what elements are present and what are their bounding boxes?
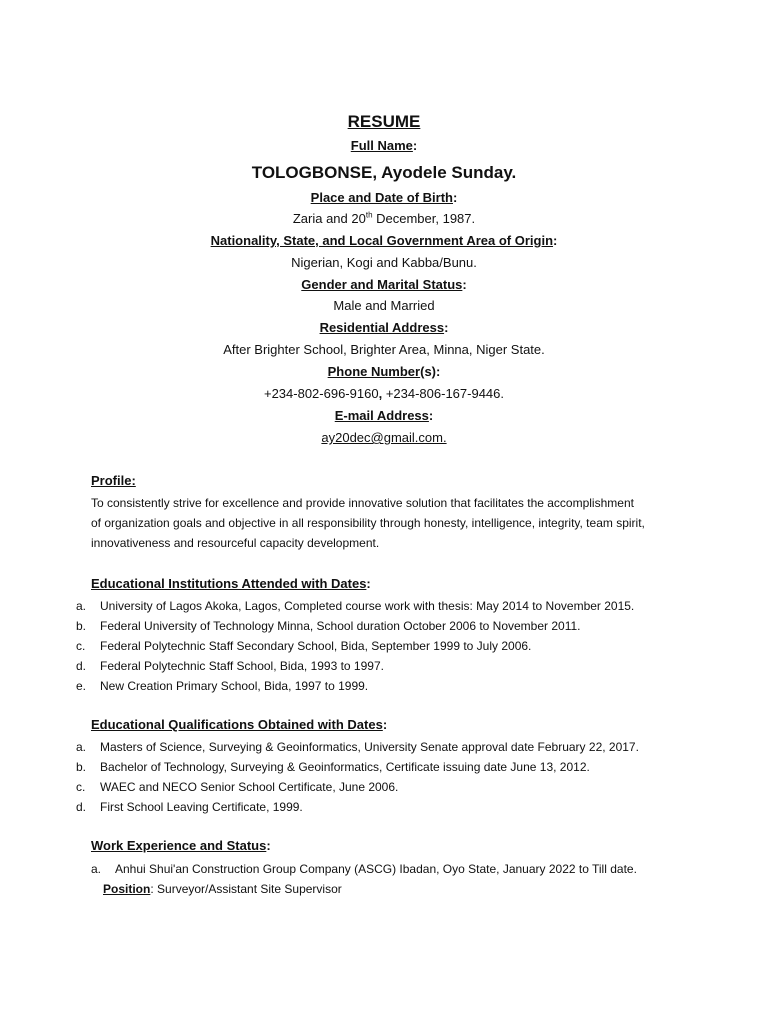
work-item bbox=[91, 859, 637, 879]
profile-heading bbox=[91, 473, 136, 488]
list-item-text: University of Lagos Akoka, Lagos, Completed course work with thesis: May 2014 to November 2015. bbox=[100, 599, 635, 613]
list-marker: b. bbox=[76, 619, 87, 633]
list-item-text: Federal Polytechnic Staff Secondary School, Bida, September 1999 to July 2006. bbox=[100, 639, 532, 653]
address-label: Residential Address: bbox=[319, 320, 449, 335]
education-institutions-heading: Educational Institutions Attended with Dates: bbox=[91, 576, 371, 591]
phone-label: Phone Number(s): bbox=[327, 364, 441, 379]
education-qualifications-heading: Educational Qualifications Obtained with Dates: bbox=[91, 717, 388, 732]
list-marker: e. bbox=[76, 679, 87, 693]
list-item-text: First School Leaving Certificate, 1999. bbox=[100, 800, 303, 814]
list-item bbox=[0, 757, 768, 777]
nationality-label-text: Nationality, State, and Local Government Area of Origin bbox=[210, 233, 554, 248]
list-marker: a. bbox=[76, 740, 87, 754]
birth-label: Place and Date of Birth: bbox=[310, 190, 458, 205]
list-item bbox=[0, 777, 768, 797]
phone-number-2: +234-806-167-9446. bbox=[385, 386, 504, 401]
work-experience-heading-text: Work Experience and Status bbox=[91, 838, 267, 853]
list-item-text: New Creation Primary School, Bida, 1997 to 1999. bbox=[100, 679, 369, 693]
education-qualifications-heading-text: Educational Qualifications Obtained with Dates bbox=[91, 717, 383, 732]
gender-label: Gender and Marital Status: bbox=[301, 277, 467, 292]
profile-text bbox=[91, 493, 691, 553]
list-item bbox=[0, 676, 768, 696]
email-label: E-mail Address: bbox=[334, 408, 434, 423]
list-item bbox=[0, 656, 768, 676]
education-qualifications-list bbox=[0, 737, 768, 817]
list-item-text: Federal Polytechnic Staff School, Bida, 1993 to 1997. bbox=[100, 659, 384, 673]
phone-value bbox=[0, 386, 768, 401]
profile-line: of organization goals and objective in all responsibility through honesty, intelligence, integrity, team spirit, bbox=[91, 516, 645, 530]
phone-label-text: Phone Number bbox=[327, 364, 421, 379]
list-item-text: WAEC and NECO Senior School Certificate, June 2006. bbox=[100, 780, 399, 794]
email-label-text: E-mail Address bbox=[334, 408, 429, 423]
gender-value: Male and Married bbox=[333, 298, 435, 313]
work-position: Position: Surveyor/Assistant Site Supervisor bbox=[103, 882, 342, 896]
list-item-text: Masters of Science, Surveying & Geoinformatics, University Senate approval date February 22, 2017. bbox=[100, 740, 639, 754]
list-item bbox=[0, 737, 768, 757]
profile-heading-text: Profile: bbox=[91, 473, 136, 488]
education-institutions-heading-text: Educational Institutions Attended with Dates bbox=[91, 576, 367, 591]
phone-label-suffix: (s) bbox=[420, 364, 436, 379]
list-item bbox=[0, 596, 768, 616]
list-item bbox=[0, 616, 768, 636]
list-marker: d. bbox=[76, 659, 87, 673]
position-value: Surveyor/Assistant Site Supervisor bbox=[157, 882, 342, 896]
list-marker: a. bbox=[76, 599, 87, 613]
email-link[interactable]: ay20dec@gmail.com. bbox=[321, 430, 447, 445]
list-marker: c. bbox=[76, 780, 86, 794]
list-marker: d. bbox=[76, 800, 87, 814]
list-item-text: Bachelor of Technology, Surveying & Geoinformatics, Certificate issuing date June 13, 2012. bbox=[100, 760, 590, 774]
nationality-value: Nigerian, Kogi and Kabba/Bunu. bbox=[291, 255, 477, 270]
resume-title: RESUME bbox=[347, 112, 421, 131]
full-name-value: TOLOGBONSE, Ayodele Sunday. bbox=[251, 163, 517, 182]
birth-value bbox=[0, 211, 768, 226]
list-item bbox=[0, 636, 768, 656]
list-item-text: Federal University of Technology Minna, School duration October 2006 to November 2011. bbox=[100, 619, 581, 633]
profile-line: innovativeness and resourceful capacity development. bbox=[91, 536, 380, 550]
phone-separator: , bbox=[378, 386, 383, 401]
education-institutions-list bbox=[0, 596, 768, 696]
full-name-label-text: Full Name bbox=[350, 138, 413, 153]
full-name-label: Full Name: bbox=[350, 138, 418, 153]
birth-value-before: Zaria and 20 bbox=[292, 211, 366, 226]
birth-value-after: December, 1987. bbox=[372, 211, 476, 226]
work-item-text: Anhui Shui'an Construction Group Company (ASCG) Ibadan, Oyo State, January 2022 to Till date. bbox=[115, 862, 637, 876]
position-label: Position bbox=[103, 882, 151, 896]
list-item bbox=[0, 797, 768, 817]
phone-number-1: +234-802-696-9160 bbox=[263, 386, 379, 401]
birth-value-sup: th bbox=[365, 210, 373, 220]
address-value: After Brighter School, Brighter Area, Minna, Niger State. bbox=[223, 342, 545, 357]
list-marker: a. bbox=[91, 862, 102, 876]
list-marker: b. bbox=[76, 760, 87, 774]
list-marker: c. bbox=[76, 639, 86, 653]
address-label-text: Residential Address bbox=[319, 320, 445, 335]
nationality-label: Nationality, State, and Local Government Area of Origin: bbox=[210, 233, 558, 248]
birth-label-text: Place and Date of Birth bbox=[310, 190, 453, 205]
gender-label-text: Gender and Marital Status bbox=[301, 277, 463, 292]
profile-line: To consistently strive for excellence and provide innovative solution that facilitates the accomplishment bbox=[91, 496, 634, 510]
work-experience-heading: Work Experience and Status: bbox=[91, 838, 271, 853]
